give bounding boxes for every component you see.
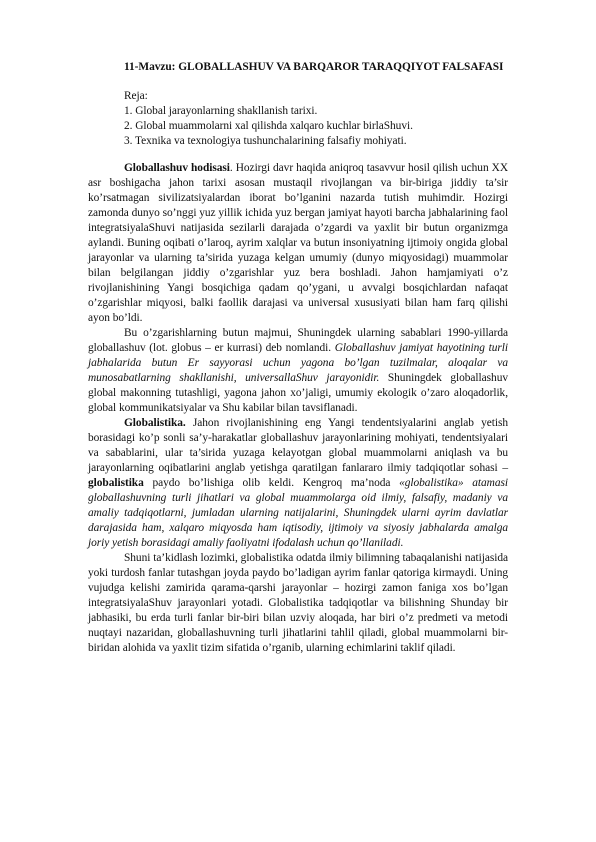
paragraph-text: paydo bo’lishiga olib keldi. Kengroq ma’noda xyxy=(143,477,400,489)
paragraph-globalistika xyxy=(88,416,508,551)
plan-section xyxy=(124,89,508,149)
paragraph-text: . Hozirgi davr haqida aniqroq tasavvur hosil qilish uchun XX asr boshigacha jahon tarixi asosan mustaqil rivojlangan va bir-biriga jiddiy ta’sir ko’rsatmagan sivilizatsiyalardan iborat bo’lganini nazarda tutish muhimdir. Hozirgi zamonda dunyo so’nggi yuz yillik ichida yuz bergan jamiyat hayoti barcha jabhalarining faol integratsiyalaShuvi natijasida sezilarli darajada o’zgardi va yaxlit bir butun organizmga aylandi. Buning oqibati o’laroq, ayrim xalqlar va butun insoniyatning ijtimoiy ongida global jarayonlar va ularning ta’sirida yuzaga kelgan umumiy (dunyo miqyosidagi) muammolar bilan belgilangan jiddiy o’zgarishlar yuz bera boshladi. Jahon hamjamiyati o’z rivojlanishining Yangi bosqichiga qadam qo’ygani, u avvalgi bosqichlardan nafaqat o’zgarishlar miqyosi, balki faollik darajasi va universal xususiyati bilan ham farq qilishi ayon bo’ldi. xyxy=(88,162,508,324)
term-globalistika-inline: globalistika xyxy=(88,477,144,489)
paragraph-globalization xyxy=(88,161,508,326)
plan-item: 2. Global muammolarni xal qilishda xalqaro kuchlar birlaShuvi. xyxy=(124,120,413,132)
plan-item: 1. Global jarayonlarning shakllanish tarixi. xyxy=(124,105,318,117)
paragraph-text: Shuningdek globallashuv global makonning tutashligi, yagona jahon xo’jaligi, umumiy ekologik o’zaro aloqadorlik, global kommunikatsiyalar va Shu kabilar bilan tavsiflanadi. xyxy=(88,372,508,414)
plan-heading: Reja: xyxy=(124,90,148,102)
topic-title: 11-Mavzu: GLOBALLASHUV VA BARQAROR TARAQQIYOT FALSAFASI xyxy=(124,61,504,73)
paragraph-text: Jahon rivojlanishining eng Yangi tendentsiyalarini anglab yetish borasidagi ko’p sonli sa’y-harakatlar globallashuv jarayonlarining mohiyati, tendentsiyalari va sabablarini, ular ta’sirida yuzaga kelayotgan global muammolarni aniqlash va bu jarayonlarning oqibatlarini anglab yetishga qaratilgan fanlararo ilmiy tadqiqotlar sohasi – xyxy=(88,417,508,474)
paragraph-conclusion xyxy=(88,551,508,656)
document-page xyxy=(88,60,508,656)
definition-italic: «globalistika» atamasi globallashuvning turli jihatlari va global muammolarga oid ilmiy, falsafiy, madaniy va amaliy tadqiqotlarni, jumladan ularning natijalarini, Shuningdek ularni ayrim davlatlar darajasida ham, xalqaro miqyosda ham iqtisodiy, ijtimoiy va siyosiy jabhalarda amalga joriy yetish borasidagi amaliy faoliyatni ifodalash uchun qo’llaniladi. xyxy=(88,477,508,549)
plan-item: 3. Texnika va texnologiya tushunchalarining falsafiy mohiyati. xyxy=(124,135,407,147)
term-globalistika: Globalistika. xyxy=(124,417,186,429)
paragraph-text: Shuni ta’kidlash lozimki, globalistika odatda ilmiy bilimning tabaqalanishi natijasida yoki turdosh fanlar tutashgan joyda paydo bo’ladigan ayrim fanlar qatoriga kirmaydi. Uning vujudga kelishi zamirida qarama-qarshi jarayonlar – hozirgi zamon faniga xos bo’lgan integratsiyalaShuv jarayonlari yotadi. Globalistika tadqiqotlar va bilishning Shunday bir jabhasiki, bu erda turli fanlar bir-biri bilan uzviy aloqada, har biri o’z predmeti va metodi nuqtayi nazaridan, globallashuvning turli jihatlarini tahlil qiladi, global muammolarni bir-biridan alohida va yaxlit tizim sifatida o’rganib, ularning echimlarini taklif qiladi. xyxy=(88,552,508,654)
paragraph-definition xyxy=(88,326,508,416)
paragraph-text: Bu o’zgarishlarning butun majmui, Shuningdek ularning sabablari 1990-yillarda globallashuv (lot. globus – er kurrasi) deb nomlandi. xyxy=(88,327,508,354)
definition-italic: Globallashuv jamiyat hayotining turli jabhalarida butun Er sayyorasi uchun yagona bo’lgan tuzilmalar, aloqalar va munosabatlarning shakllanishi, universallaShuv jarayonidir. xyxy=(88,342,509,384)
term-globallashuv-hodisasi: Globallashuv hodisasi xyxy=(124,162,230,174)
